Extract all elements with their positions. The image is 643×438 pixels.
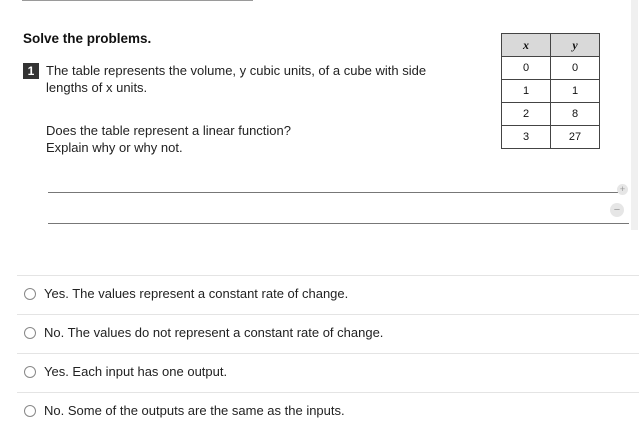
answer-option[interactable] xyxy=(17,314,639,353)
answer-writing-line-2 xyxy=(48,223,629,224)
table-row xyxy=(502,103,600,126)
table-row xyxy=(502,80,600,103)
radio-button[interactable] xyxy=(24,405,36,417)
answer-option[interactable] xyxy=(17,353,639,392)
table-row xyxy=(502,57,600,80)
top-divider xyxy=(22,0,253,1)
radio-button[interactable] xyxy=(24,288,36,300)
zoom-out-icon[interactable]: − xyxy=(610,203,624,217)
table-cell: 1 xyxy=(502,80,551,103)
table-cell: 1 xyxy=(551,80,600,103)
section-heading: Solve the problems. xyxy=(23,31,152,46)
question-text xyxy=(46,122,446,156)
xy-table xyxy=(501,33,600,149)
table-cell: 27 xyxy=(551,126,600,149)
zoom-in-icon[interactable]: + xyxy=(617,184,628,195)
header-x: x xyxy=(502,34,551,57)
table-cell: 2 xyxy=(502,103,551,126)
image-scrollbar[interactable] xyxy=(631,0,638,230)
table-cell: 0 xyxy=(551,57,600,80)
answer-option-label: Yes. Each input has one output. xyxy=(44,364,228,379)
problem-text: The table represents the volume, y cubic units, of a cube with side lengths of x units. xyxy=(46,63,427,95)
table-cell: 8 xyxy=(551,103,600,126)
question-line-1: Does the table represent a linear function? xyxy=(46,123,291,138)
header-y: y xyxy=(551,34,600,57)
table-row xyxy=(502,126,600,149)
answer-option[interactable] xyxy=(17,392,639,431)
answer-option-label: No. The values do not represent a constant rate of change. xyxy=(44,325,384,340)
table-cell: 3 xyxy=(502,126,551,149)
answer-writing-line-1 xyxy=(48,192,618,193)
table-header-row xyxy=(502,34,600,57)
table-cell: 0 xyxy=(502,57,551,80)
answer-option-label: No. Some of the outputs are the same as the inputs. xyxy=(44,403,345,418)
problem-number-badge: 1 xyxy=(23,63,39,79)
question-line-2: Explain why or why not. xyxy=(46,140,183,155)
answer-option[interactable] xyxy=(17,275,639,314)
radio-button[interactable] xyxy=(24,327,36,339)
radio-button[interactable] xyxy=(24,366,36,378)
answer-option-label: Yes. The values represent a constant rate of change. xyxy=(44,286,349,301)
answer-options xyxy=(17,275,639,431)
